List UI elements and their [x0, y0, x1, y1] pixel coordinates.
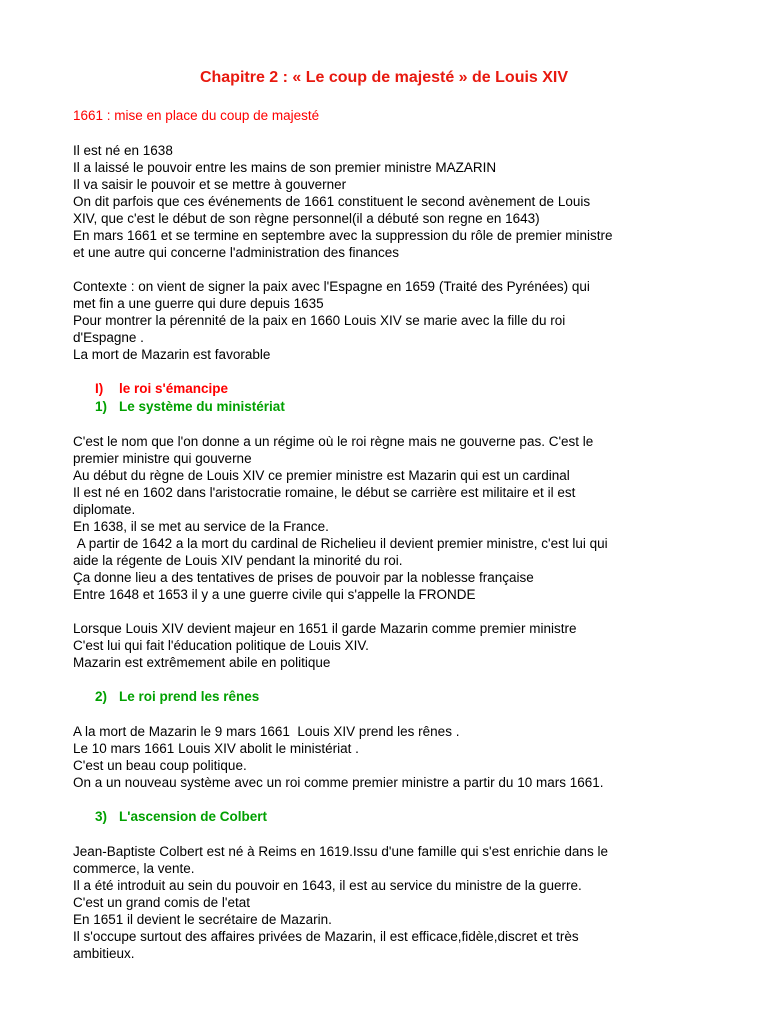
text-line: En 1651 il devient le secrétaire de Mazarin. [73, 912, 332, 927]
text-line: diplomate. [73, 502, 136, 517]
subsection-heading-1 [73, 398, 728, 416]
spacer [73, 603, 728, 620]
text-line: Au début du règne de Louis XIV ce premier ministre est Mazarin qui est un cardinal [73, 468, 570, 483]
text-line: En mars 1661 et se termine en septembre avec la suppression du rôle de premier ministre [73, 228, 613, 243]
text-line: On dit parfois que ces événements de 1661 constituent le second avènement de Louis [73, 194, 591, 209]
text-line: Mazarin est extrêmement abile en politique [73, 655, 331, 670]
text-line: et une autre qui concerne l'administration des finances [73, 245, 400, 260]
spacer [73, 416, 728, 433]
ministeriat-paragraph [73, 433, 728, 603]
spacer [73, 706, 728, 723]
context-paragraph [73, 278, 728, 363]
spacer [73, 791, 728, 808]
text-line: met fin a une guerre qui dure depuis 1635 [73, 296, 324, 311]
subsection-number: 3) [95, 809, 108, 824]
text-line: La mort de Mazarin est favorable [73, 347, 271, 362]
text-line: Le 10 mars 1661 Louis XIV abolit le ministériat . [73, 741, 359, 756]
text-line: commerce, la vente. [73, 861, 195, 876]
spacer [73, 671, 728, 688]
subsection-heading-3 [73, 808, 728, 826]
page-subtitle: 1661 : mise en place du coup de majesté [73, 108, 320, 123]
text-line: d'Espagne . [73, 330, 144, 345]
subsection-number: 1) [95, 399, 108, 414]
text-line: XIV, que c'est le début de son règne personnel(il a débuté son regne en 1643) [73, 211, 540, 226]
text-line: Ça donne lieu a des tentatives de prises de pouvoir par la noblesse française [73, 570, 534, 585]
text-line: Contexte : on vient de signer la paix avec l'Espagne en 1659 (Traité des Pyrénées) qui [73, 279, 590, 294]
text-line: premier ministre qui gouverne [73, 451, 252, 466]
text-line: Il a laissé le pouvoir entre les mains de son premier ministre MAZARIN [73, 160, 497, 175]
spacer [73, 363, 728, 380]
spacer [73, 826, 728, 843]
section-label: le roi s'émancipe [119, 381, 229, 396]
text-line: C'est un beau coup politique. [73, 758, 247, 773]
spacer [73, 261, 728, 278]
subsection-label: L'ascension de Colbert [119, 809, 267, 824]
subsection-label: Le roi prend les rênes [119, 689, 260, 704]
colbert-paragraph [73, 843, 728, 962]
text-line: A partir de 1642 a la mort du cardinal de Richelieu il devient premier ministre, c'est lui qui [73, 536, 608, 551]
text-line: Jean-Baptiste Colbert est né à Reims en 1619.Issu d'une famille qui s'est enrichie dans le [73, 844, 608, 859]
section-heading-1 [73, 380, 728, 398]
text-line: Lorsque Louis XIV devient majeur en 1651 il garde Mazarin comme premier ministre [73, 621, 577, 636]
text-line: A la mort de Mazarin le 9 mars 1661 Louis XIV prend les rênes . [73, 724, 460, 739]
text-line: Entre 1648 et 1653 il y a une guerre civile qui s'appelle la FRONDE [73, 587, 476, 602]
subsection-label: Le système du ministériat [119, 399, 285, 414]
text-line: Il est né en 1602 dans l'aristocratie romaine, le début se carrière est militaire et il est [73, 485, 576, 500]
text-line: En 1638, il se met au service de la France. [73, 519, 329, 534]
subsection-number: 2) [95, 689, 108, 704]
text-line: Pour montrer la pérennité de la paix en 1660 Louis XIV se marie avec la fille du roi [73, 313, 566, 328]
section-number: I) [95, 381, 104, 396]
subsection-heading-2 [73, 688, 728, 706]
mazarin-paragraph [73, 620, 728, 671]
intro-paragraph [73, 142, 728, 261]
text-line: Il a été introduit au sein du pouvoir en 1643, il est au service du ministre de la guerre. [73, 878, 582, 893]
text-line: On a un nouveau système avec un roi comme premier ministre a partir du 10 mars 1661. [73, 775, 604, 790]
text-line: Il s'occupe surtout des affaires privées de Mazarin, il est efficace,fidèle,discret et très [73, 929, 579, 944]
text-line: Il est né en 1638 [73, 143, 173, 158]
text-line: C'est le nom que l'on donne a un régime où le roi règne mais ne gouverne pas. C'est le [73, 434, 594, 449]
renes-paragraph [73, 723, 728, 791]
text-line: C'est un grand comis de l'etat [73, 895, 250, 910]
text-line: aide la régente de Louis XIV pendant la minorité du roi. [73, 553, 403, 568]
page-title: Chapitre 2 : « Le coup de majesté » de Louis XIV [199, 69, 569, 86]
text-line: ambitieux. [73, 946, 135, 961]
text-line: Il va saisir le pouvoir et se mettre à gouverner [73, 177, 347, 192]
text-line: C'est lui qui fait l'éducation politique de Louis XIV. [73, 638, 369, 653]
